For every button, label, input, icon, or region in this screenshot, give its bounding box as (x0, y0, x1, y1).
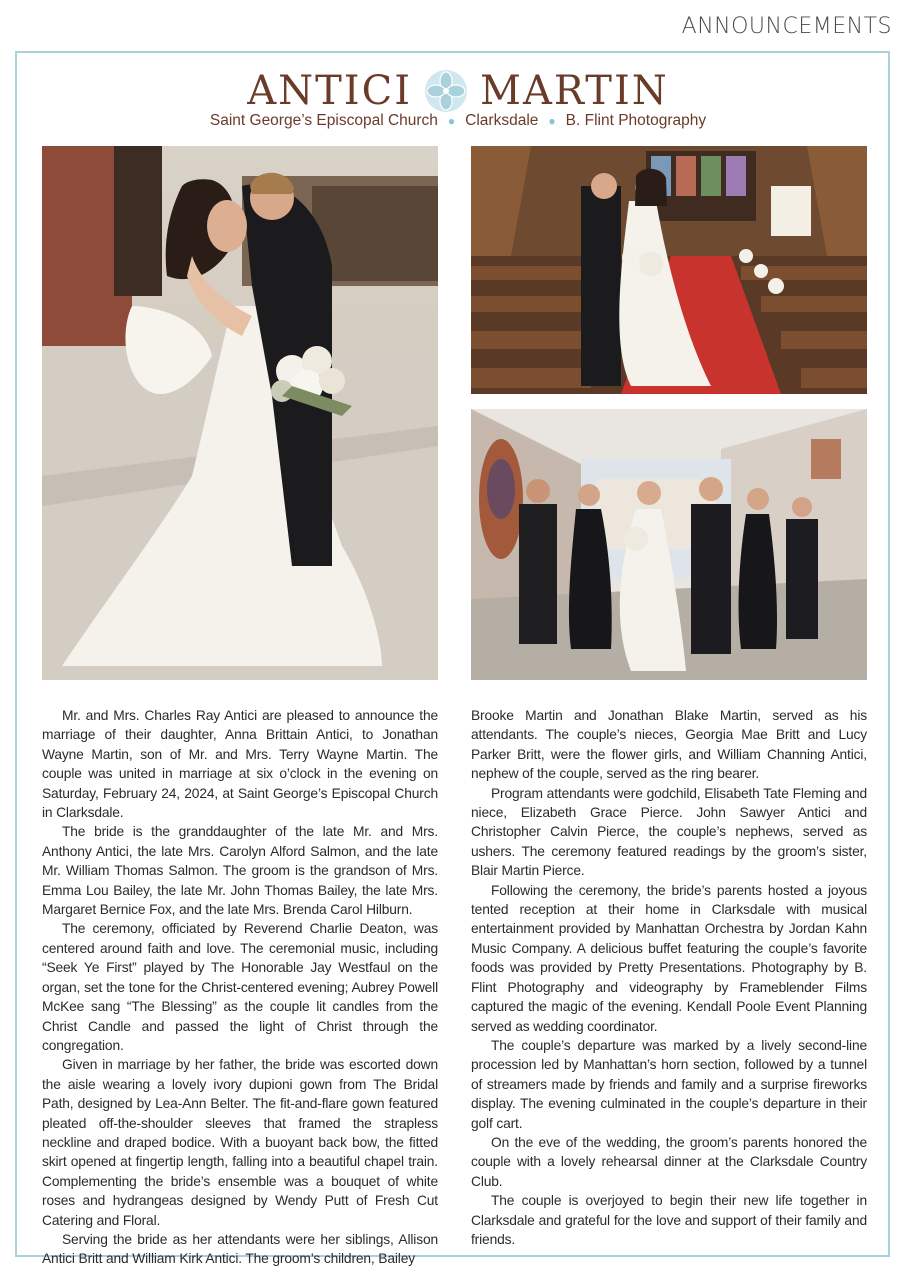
article-paragraph: Serving the bride as her attendants were her siblings, Allison Antici Britt and William Kirk Antici. The groom’s children, Bailey (42, 1231, 438, 1267)
article-paragraph: The bride is the granddaughter of the late Mr. and Mrs. Anthony Antici, the late Mrs. Carolyn Alford Salmon, and the late Mr. William Thomas Salmon. The groom is the grandson of Mrs. Emma Lou Bailey, the late Mr. John Thomas Bailey, the late Mrs. Margaret Bernice Fox, and the late Mrs. Brenda Carol Hilburn. (42, 824, 438, 918)
article-paragraph: The couple is overjoyed to begin their new life together in Clarksdale and grateful for the love and support of their family and friends. (471, 1193, 867, 1247)
article-paragraph-continued: Brooke Martin and Jonathan Blake Martin, served as his attendants. The couple’s nieces, Georgia Mae Britt and Lucy Parker Britt, were the flower girls, and William Channing Antici, nephew of the couple, served as the ring bearer. (471, 708, 867, 782)
article-paragraph: Mr. and Mrs. Charles Ray Antici are pleased to announce the marriage of their daughter, Anna Brittain Antici, to Jonathan Wayne Martin, son of Mr. and Mrs. Terry Wayne Martin. The couple was united in marriage at six o’clock in the evening on Saturday, February 24, 2024, at Saint George’s Episcopal Church in Clarksdale. (42, 708, 438, 821)
photo-church-aisle (471, 146, 867, 394)
headline (0, 66, 916, 116)
article-paragraph: The ceremony, officiated by Reverend Charlie Deaton, was centered around faith and love. The ceremonial music, including “Seek Ye First” played by The Honorable Jay Westfaul on the organ, set the tone for the Christ-centered evening; Aubrey Powell McKee sang “The Blessing” as the couple lit candles from the Christ Candle and passed the light of Christ through the congregation. (42, 921, 438, 1053)
article-paragraph: Following the ceremony, the bride’s parents hosted a joyous tented reception at their home in Clarksdale with musical entertainment provided by Manhattan Orchestra by Jordan Kahn Music Company. A delicious buffet featuring the couple’s favorite foods was provided by Pretty Presentations. Photography by B. Flint Photography and videography by Frameblender Films captured the magic of the evening. Kendall Poole Event Planning served as wedding coordinator. (471, 882, 867, 1034)
article-paragraph: On the eve of the wedding, the groom’s parents honored the couple with a lovely rehearsal dinner at the Clarksdale Country Club. (471, 1134, 867, 1189)
photo-wedding-party (471, 409, 867, 680)
city-text: Clarksdale (465, 112, 539, 129)
photo-couple-portrait (42, 146, 438, 680)
article-paragraph: Given in marriage by her father, the bride was escorted down the aisle wearing a lovely ivory dupioni gown from The Bridal Path, designed by Lea-Ann Belter. The fit-and-flare gown featured pleated off-the-shoulder sleeves that framed the strapless neckline and draped bodice. With a buoyant back bow, the fitted skirt opened at fingertip length, falling into a beautiful chapel train. Complementing the bride’s ensemble was a bouquet of white roses and hydrangeas designed by Wendy Putt of Fresh Cut Catering and Floral. (42, 1057, 438, 1228)
article-paragraph: Program attendants were godchild, Elisabeth Tate Fleming and niece, Elizabeth Grace Pierce. John Sawyer Antici and Christopher Calvin Pierce, the couple’s nephews, served as ushers. The ceremony featured readings by the groom’s sister, Blair Martin Pierce. (471, 785, 867, 879)
photographer-text: B. Flint Photography (565, 112, 707, 129)
subheadline (0, 112, 916, 130)
separator-dot-icon: ● (447, 114, 456, 128)
headline-bride-surname: ANTICI (247, 68, 413, 114)
article-paragraph: The couple’s departure was marked by a lively second-line procession led by Manhattan’s horn section, followed by a tunnel of streamers made by friends and family and a surprise fireworks display. The evening culminated in the couple’s departure in their golf cart. (471, 1037, 867, 1131)
article-column-right (471, 706, 867, 1249)
flower-icon (424, 69, 468, 113)
section-label: ANNOUNCEMENTS (681, 14, 892, 39)
separator-dot-icon: ● (548, 114, 556, 128)
headline-groom-surname: MARTIN (480, 68, 669, 114)
article-column-left (42, 706, 438, 1269)
venue-text: Saint George’s Episcopal Church (209, 112, 438, 129)
